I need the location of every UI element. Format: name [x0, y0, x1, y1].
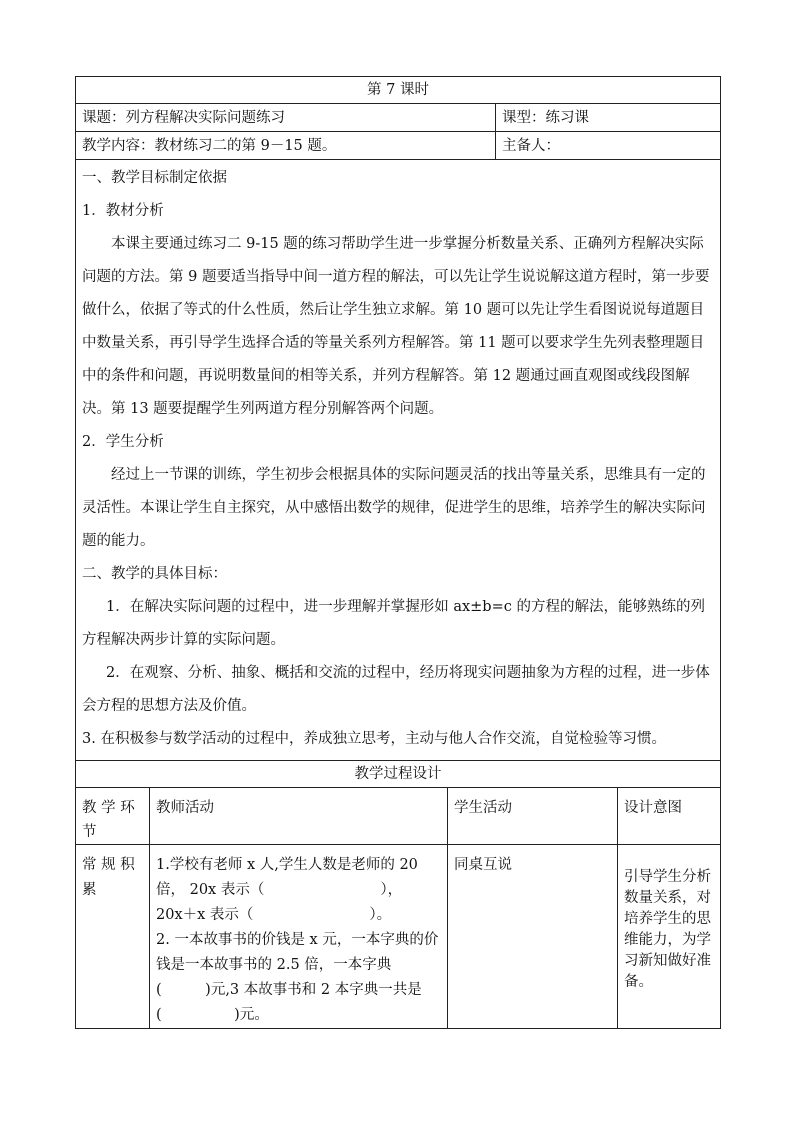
header-stage: 教 学 环 节	[76, 788, 150, 845]
goal-1: 1．在解决实际问题的过程中，进一步理解并掌握形如 ax±b=c 的方程的解法，能够熟练的列方程解决两步计算的实际问题。	[82, 599, 705, 648]
row-stage: 常 规 积 累	[76, 845, 150, 1029]
process-row-routine	[76, 845, 721, 1029]
row-teacher-activity	[150, 845, 448, 1029]
student-analysis-text: 经过上一节课的训练，学生初步会根据具体的实际问题灵活的找出等量关系，思维具有一定的灵活性。本课让学生自主探究，从中感悟出数学的规律，促进学生的思维，培养学生的解决实际问题的能力。	[82, 467, 706, 549]
process-title: 教学过程设计	[76, 761, 721, 788]
header-intent: 设计意图	[618, 788, 721, 845]
teacher-question-1-part2: 20x＋x 表示（ ）。	[156, 907, 392, 923]
goal-2: 2．在观察、分析、抽象、概括和交流的过程中，经历将现实问题抽象为方程的过程，进一步体会方程的思想方法及价值。	[82, 665, 710, 714]
teacher-question-2: 2. 一本故事书的价钱是 x 元，一本字典的价钱是一本故事书的 2.5 倍，一本字典( )元,3 本故事书和 2 本字典一共是( )元。	[156, 932, 439, 1023]
header-student: 学生活动	[448, 788, 618, 845]
lesson-content: 教学内容：教材练习二的第 9－15 题。	[76, 132, 496, 160]
teacher-question-1: 1.学校有老师 x 人,学生人数是老师的 20 倍， 20x 表示（ ），	[156, 857, 418, 898]
row-student-activity: 同桌互说	[448, 845, 618, 1029]
goal-3: 3. 在积极参与数学活动的过程中，养成独立思考，主动与他人合作交流，自觉检验等习惯。	[82, 731, 666, 747]
objectives-heading-basis: 一、教学目标制定依据	[82, 170, 227, 186]
objectives-section	[76, 160, 721, 761]
header-teacher: 教师活动	[150, 788, 448, 845]
row-design-intent: 引导学生分析数量关系，对培养学生的思维能力，为学习新知做好准备。	[618, 845, 721, 1029]
lesson-plan-table	[75, 76, 721, 1029]
textbook-analysis-text: 本课主要通过练习二 9-15 题的练习帮助学生进一步掌握分析数量关系、正确列方程解决实际问题的方法。第 9 题要适当指导中间一道方程的解法，可以先让学生说说解这道方程时，第一步要做什么，依据了等式的什么性质，然后让学生独立求解。第 10 题可以先让学生看图说说每道题目中数量关系，再引导学生选择合适的等量关系列方程解答。第 11 题可以要求学生先列表整理题目中的条件和问题，再说明数量间的相等关系，并列方程解答。第 12 题通过画直观图或线段图解决。第 13 题要提醒学生列两道方程分别解答两个问题。	[82, 236, 710, 417]
lesson-plan-page	[75, 76, 720, 1029]
textbook-analysis-title: 1．教材分析	[82, 203, 164, 219]
objectives-heading-goals: 二、教学的具体目标：	[82, 566, 227, 582]
lesson-type: 课型：练习课	[496, 104, 721, 132]
lesson-number: 第 7 课时	[76, 77, 721, 104]
process-header-row	[76, 788, 721, 845]
student-analysis-title: 2．学生分析	[82, 434, 164, 450]
lesson-topic: 课题：列方程解决实际问题练习	[76, 104, 496, 132]
lesson-preparer: 主备人：	[496, 132, 721, 160]
